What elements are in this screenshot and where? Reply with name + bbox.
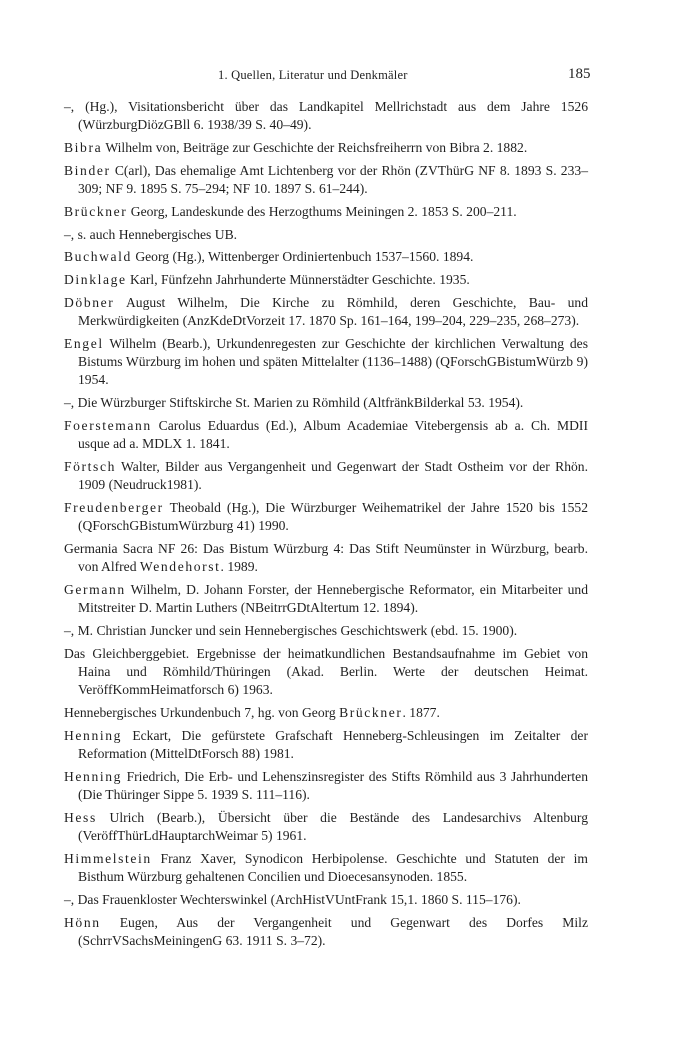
entry-author: Hess [64,809,97,825]
entry-author: Henning [64,768,123,784]
bibliography-entry [64,581,588,617]
entry-editor-name: Wendehorst [139,559,221,575]
entry-text: C(arl), Das ehemalige Amt Lichtenberg vor der Rhön (ZVThürG NF 8. 1893 S. 233–309; NF 9. 1895 S. 75–294; NF 10. 1897 S. 61–244). [78,162,588,196]
entry-text: –, Das Frauenkloster Wechterswinkel (ArchHistVUntFrank 15,1. 1860 S. 115–176). [64,891,521,907]
bibliography-entry [64,768,588,804]
entry-author: Brückner [64,203,128,219]
entry-author: Förtsch [64,458,116,474]
entry-text: Ulrich (Bearb.), Übersicht über die Bestände des Landesarchivs Altenburg (VeröffThürLdHauptarchWeimar 5) 1961. [78,809,588,843]
entry-text: –, Die Würzburger Stiftskirche St. Marien zu Römhild (AltfränkBilderkal 53. 1954). [64,395,524,411]
bibliography-entry [64,914,588,950]
bibliography-entry [64,98,588,134]
bibliography-entry [64,891,588,909]
bibliography-entry [64,139,588,157]
entry-text: August Wilhelm, Die Kirche zu Römhild, deren Geschichte, Bau- und Merkwürdigkeiten (AnzKdeDtVorzeit 17. 1870 Sp. 161–164, 199–204, 229–235, 268–273). [78,294,588,329]
entry-text: –, M. Christian Juncker und sein Hennebergisches Geschichtswerk (ebd. 15. 1900). [64,622,518,638]
page-header [0,66,700,88]
bibliography-entry [64,704,588,722]
entry-author: Foerstemann [64,417,152,433]
entry-author: Hönn [64,914,101,930]
entry-author: Freudenberger [64,499,164,515]
entry-text: Walter, Bilder aus Vergangenheit und Gegenwart der Stadt Ostheim vor der Rhön. 1909 (Neudruck1981). [78,458,588,493]
bibliography-entry [64,850,588,886]
bibliography-entry [64,203,588,221]
entry-author: Binder [64,162,111,178]
bibliography-entry [64,162,588,198]
entry-text: Eugen, Aus der Vergangenheit und Gegenwart des Dorfes Milz (SchrrVSachsMeiningenG 63. 1911 S. 3–72). [78,914,588,948]
entry-text-tail: . 1989. [220,559,258,575]
entry-text-tail: . 1877. [402,704,440,720]
entry-author: Buchwald [64,249,132,265]
entry-text: Georg (Hg.), Wittenberger Ordiniertenbuch 1537–1560. 1894. [131,249,474,265]
entry-text: Das Gleichberggebiet. Ergebnisse der heimatkundlichen Bestandsaufnahme im Gebiet von Haina und Römhild/Thüringen (Akad. Berlin. Werte der deutschen Heimat. VeröffKommHeimatforsch 6) 1963. [64,645,588,698]
entry-author: Döbner [64,294,115,310]
entry-editor-name: Brückner [339,704,403,720]
page-number: 185 [568,66,591,82]
bibliography-list [64,98,588,955]
entry-author: Henning [64,727,123,743]
entry-author: Engel [64,335,104,351]
entry-text: Eckart, Die gefürstete Grafschaft Henneberg-Schleusingen im Zeitalter der Reformation (MittelDtForsch 88) 1981. [78,727,588,761]
entry-author: Bibra [64,140,103,155]
bibliography-entry [64,248,588,266]
bibliography-entry [64,727,588,763]
entry-text: –, (Hg.), Visitationsbericht über das Landkapitel Mellrichstadt aus dem Jahre 1526 (WürzburgDiözGBll 6. 1938/39 S. 40–49). [64,99,588,133]
bibliography-entry [64,809,588,845]
entry-author: Germann [64,581,126,597]
entry-text: Karl, Fünfzehn Jahrhunderte Münnerstädter Geschichte. 1935. [126,272,470,288]
bibliography-entry [64,294,588,330]
bibliography-entry [64,458,588,494]
entry-author: Himmelstein [64,850,152,866]
entry-text: Georg, Landeskunde des Herzogthums Meiningen 2. 1853 S. 200–211. [127,203,517,219]
bibliography-entry [64,335,588,390]
bibliography-entry [64,645,588,700]
entry-author: Dinklage [64,272,127,288]
entry-text: Carolus Eduardus (Ed.), Album Academiae Vitebergensis ab a. Ch. MDII usque ad a. MDLX 1. 1841. [78,417,588,452]
entry-text: Wilhelm von, Beiträge zur Geschichte der Reichsfreiherrn von Bibra 2. 1882. [102,140,528,155]
bibliography-entry [64,271,588,289]
bibliography-entry [64,622,588,640]
bibliography-entry [64,394,588,412]
bibliography-entry [64,540,588,576]
entry-text: Wilhelm, D. Johann Forster, der Hennebergische Reformator, ein Mitarbeiter und Mitstreiter D. Martin Luthers (NBeitrrGDtAltertum 12. 1894). [78,581,588,616]
bibliography-entry [64,417,588,453]
entry-text: Wilhelm (Bearb.), Urkundenregesten zur Geschichte der kirchlichen Verwaltung des Bistums Würzburg im hohen und späten Mittelalter (1136–1488) (QForschGBistumWürzb 9) 1954. [78,335,588,388]
entry-text: Franz Xaver, Synodicon Herbipolense. Geschichte und Statuten der im Bisthum Würzburg gehaltenen Concilien und Dioecesansynoden. 1855. [78,850,588,884]
entry-text: –, s. auch Hennebergisches UB. [64,226,238,242]
running-head: 1. Quellen, Literatur und Denkmäler [218,68,408,82]
bibliography-entry [64,499,588,535]
entry-text: Germania Sacra NF 26: Das Bistum Würzburg 4: Das Stift Neumünster in Würzburg, bearb. von Alfred [64,540,588,575]
entry-text: Theobald (Hg.), Die Würzburger Weihematrikel der Jahre 1520 bis 1552 (QForschGBistumWürzburg 41) 1990. [78,499,588,534]
bibliography-entry [64,226,588,244]
entry-text: Friedrich, Die Erb- und Lehenszinsregister des Stifts Römhild aus 3 Jahrhunderten (Die Thüringer Sippe 5. 1939 S. 111–116). [78,768,588,802]
entry-text: Hennebergisches Urkundenbuch 7, hg. von Georg [64,704,340,720]
